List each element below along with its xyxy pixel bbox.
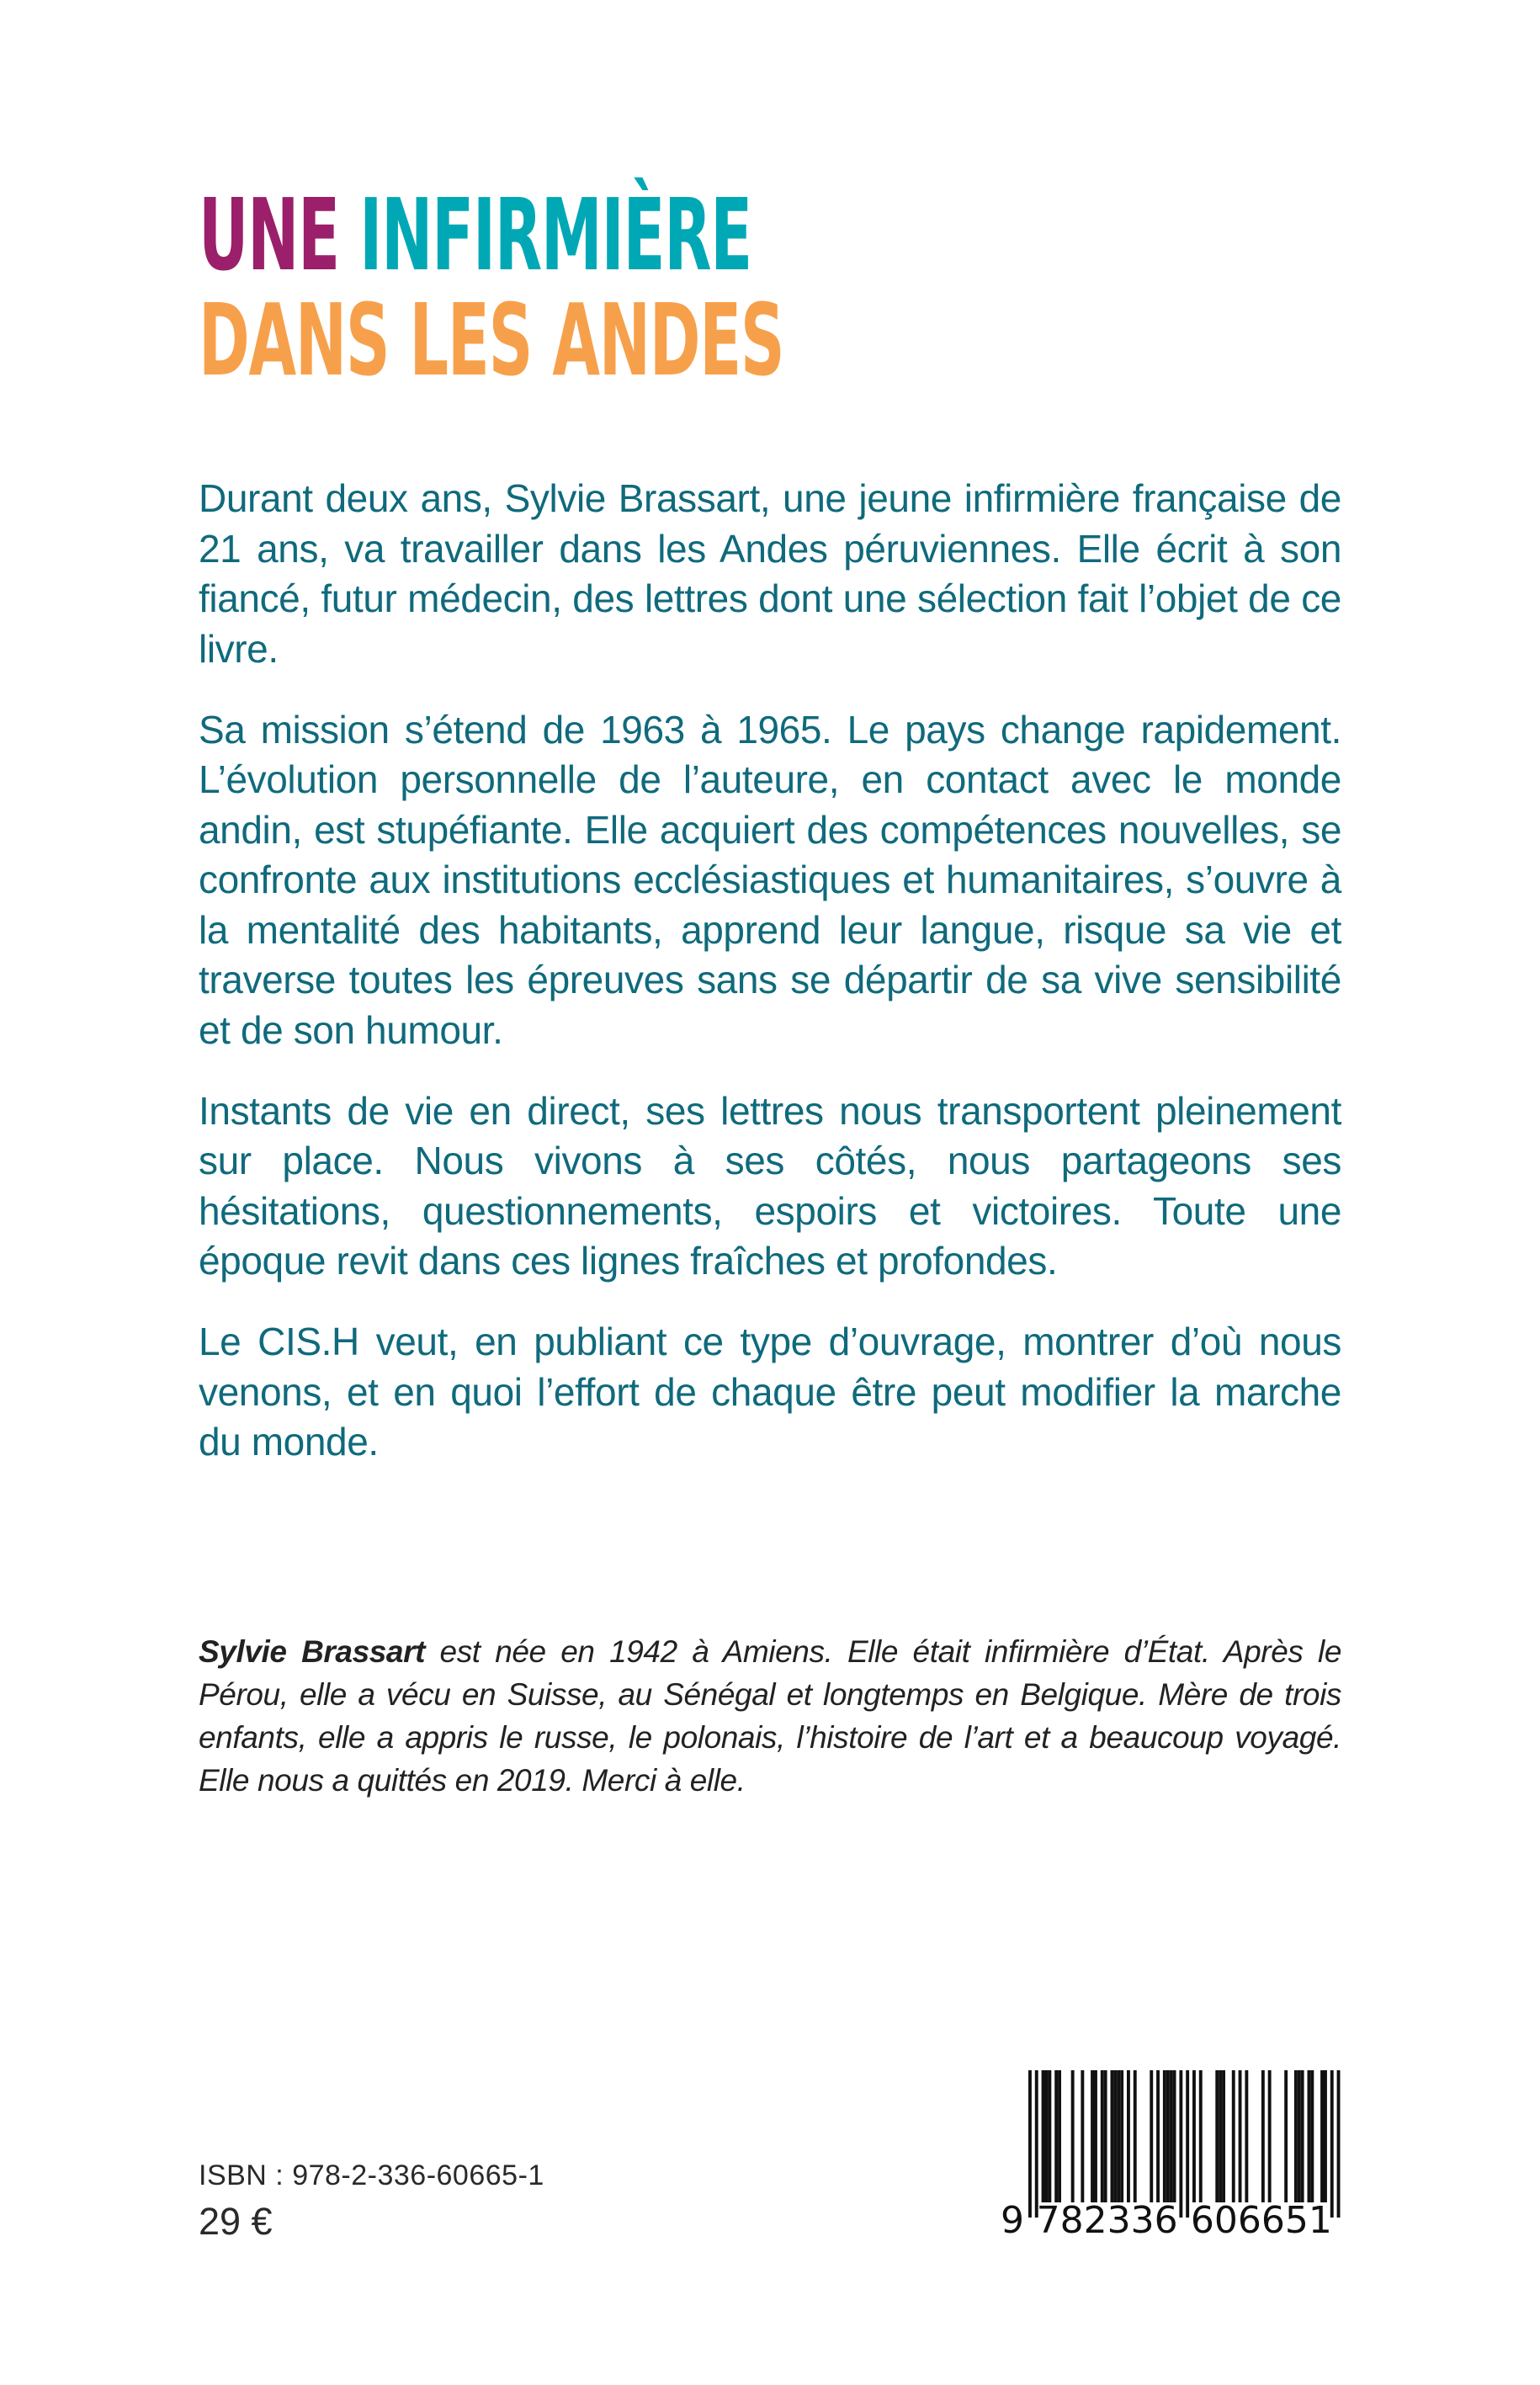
svg-text:606651: 606651: [1190, 2199, 1332, 2242]
title-line-2: DANS LES ANDES: [199, 282, 784, 399]
blurb-text: [199, 474, 1341, 1498]
title-line-1: [199, 177, 783, 294]
author-name: Sylvie Brassart: [199, 1634, 426, 1669]
title-word-une: UNE: [199, 177, 339, 294]
ean13-barcode: [989, 2070, 1351, 2247]
svg-text:9: 9: [1001, 2199, 1024, 2242]
barcode-icon: [989, 2070, 1351, 2247]
blurb-paragraph-3: Instants de vie en direct, ses lettres nous transportent pleinement sur place. Nous vivons à ses côtés, nous partageons ses hésitations, questionnements, espoirs et victoires. Toute une époque revit dans ces lignes fraîches et profondes.: [199, 1088, 1341, 1283]
author-bio: [199, 1630, 1341, 1802]
blurb-paragraph-4: Le CIS.H veut, en publiant ce type d’ouvrage, montrer d’où nous venons, et en quoi l’effort de chaque être peut modifier la marche du monde.: [199, 1320, 1341, 1463]
title-word-infirmiere: INFIRMIÈRE: [359, 177, 752, 294]
blurb-paragraph-2: Sa mission s’étend de 1963 à 1965. Le pays change rapidement. L’évolution personnelle de l’auteure, en contact avec le monde andin, est stupéfiante. Elle acquiert des compétences nouvelles, se confronte aux institutions ecclésiastiques et humanitaires, s’ouvre à la mentalité des habitants, apprend leur langue, risque sa vie et traverse toutes les épreuves sans se départir de sa vive sensibilité et de son humour.: [199, 707, 1341, 1052]
price-label: 29 €: [199, 2200, 273, 2243]
author-bio-text: est née en 1942 à Amiens. Elle était infirmière d’État. Après le Pérou, elle a vécu en Suisse, au Sénégal et longtemps en Belgique. Mère de trois enfants, elle a appris le russe, le polonais, l’histoire de l’art et a beaucoup voyagé. Elle nous a quittés en 2019. Merci à elle.: [199, 1634, 1341, 1798]
svg-text:782336: 782336: [1036, 2199, 1178, 2242]
isbn-label: ISBN : 978-2-336-60665-1: [199, 2159, 544, 2191]
book-title: [199, 177, 784, 399]
blurb-paragraph-1: Durant deux ans, Sylvie Brassart, une jeune infirmière française de 21 ans, va travailler dans les Andes péruviennes. Elle écrit à son fiancé, futur médecin, des lettres dont une sélection fait l’objet de ce livre.: [199, 476, 1341, 671]
